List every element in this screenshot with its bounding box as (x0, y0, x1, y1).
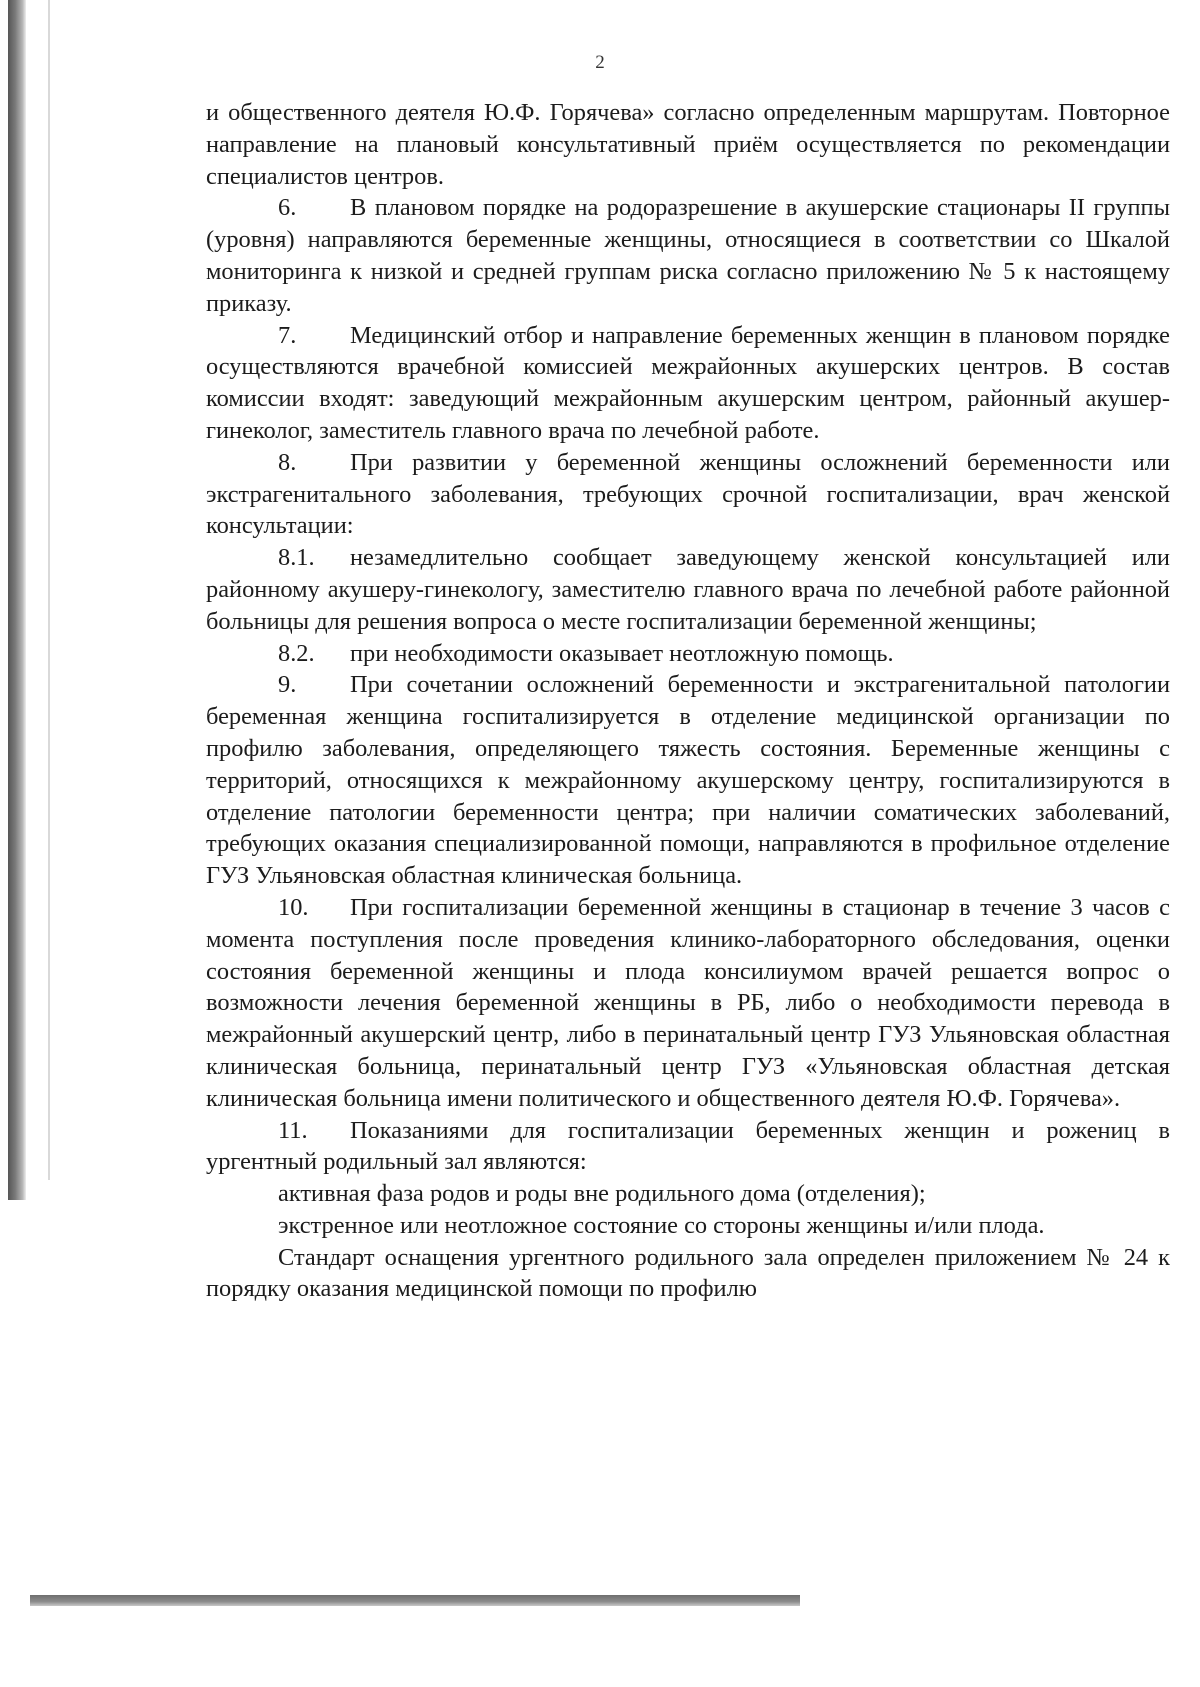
paragraph-8-2 (206, 638, 1170, 670)
paragraph-continuation (206, 97, 1170, 192)
scan-line-left (48, 0, 50, 1180)
paragraph-number: 10. (278, 893, 309, 921)
paragraph-number: 11. (278, 1116, 308, 1144)
scan-shadow-left (8, 0, 26, 1200)
paragraph-text: незамедлительно сообщает заведующему женской консультацией или районному акушеру-гинекологу, заместителю главного врача по лечебной работе районной больницы для решения вопроса о месте госпитализации беременной женщины; (206, 544, 1170, 635)
paragraph-11 (206, 1115, 1170, 1179)
paragraph-text: В плановом порядке на родоразрешение в акушерские стационары II группы (уровня) направляются беременные женщины, относящиеся в соответствии со Шкалой мониторинга к низкой и средней группам риска согласно приложению № 5 к настоящему приказу. (206, 194, 1170, 317)
scan-shadow-bottom (30, 1595, 800, 1606)
paragraph-6 (206, 192, 1170, 319)
paragraph-text: При развитии у беременной женщины осложнений беременности или экстрагенитального заболевания, требующих срочной госпитализации, врач женской консультации: (206, 448, 1170, 540)
paragraph-10 (206, 892, 1170, 1115)
paragraph-text: экстренное или неотложное состояние со стороны женщины и/или плода. (278, 1211, 1045, 1239)
paragraph-number: 6. (278, 194, 297, 222)
paragraph-text: Стандарт оснащения ургентного родильного зала определен приложением № 24 к порядку оказания медицинской помощи по профилю (206, 1243, 1170, 1303)
paragraph-text: активная фаза родов и роды вне родильного дома (отделения); (278, 1180, 926, 1208)
paragraph-indication-1 (206, 1178, 1170, 1210)
paragraph-number: 8. (278, 448, 297, 476)
paragraph-text: и общественного деятеля Ю.Ф. Горячева» согласно определенным маршрутам. Повторное направление на плановый консультативный приём осуществляется по рекомендации специалистов центров. (206, 99, 1170, 190)
paragraph-7 (206, 320, 1170, 447)
document-body (206, 97, 1170, 1305)
paragraph-indication-2 (206, 1210, 1170, 1242)
paragraph-standard (206, 1242, 1170, 1306)
page-number: 2 (595, 52, 605, 73)
paragraph-number: 7. (278, 321, 297, 349)
paragraph-8-1 (206, 542, 1170, 637)
paragraph-text: Показаниями для госпитализации беременных женщин и рожениц в ургентный родильный зал являются: (206, 1116, 1170, 1176)
paragraph-number: 8.2. (278, 639, 315, 667)
paragraph-number: 8.1. (278, 544, 315, 572)
paragraph-text: При госпитализации беременной женщины в стационар в течение 3 часов с момента поступления после проведения клинико-лабораторного обследования, оценки состояния беременной женщины и плода консилиумом врачей решается вопрос о возможности лечения беременной женщины в РБ, либо о необходимости перевода в межрайонный акушерский центр, либо в перинатальный центр ГУЗ Ульяновская областная клиническая больница, перинатальный центр ГУЗ «Ульяновская областная детская клиническая больница имени политического и общественного деятеля Ю.Ф. Горячева». (206, 893, 1170, 1112)
paragraph-number: 9. (278, 671, 297, 699)
paragraph-8 (206, 447, 1170, 542)
paragraph-9 (206, 669, 1170, 892)
paragraph-text: при необходимости оказывает неотложную помощь. (350, 639, 894, 667)
paragraph-text: При сочетании осложнений беременности и экстрагенитальной патологии беременная женщина госпитализируется в отделение медицинской организации по профилю заболевания, определяющего тяжесть состояния. Беременные женщины с территорий, относящихся к межрайонному акушерскому центру, госпитализируются в отделение патологии беременности центра; при наличии соматических заболеваний, требующих оказания специализированной помощи, направляются в профильное отделение ГУЗ Ульяновская областная клиническая больница. (206, 671, 1170, 890)
paragraph-text: Медицинский отбор и направление беременных женщин в плановом порядке осуществляются врачебной комиссией межрайонных акушерских центров. В состав комиссии входят: заведующий межрайонным акушерским центром, районный акушер-гинеколог, заместитель главного врача по лечебной работе. (206, 321, 1170, 444)
